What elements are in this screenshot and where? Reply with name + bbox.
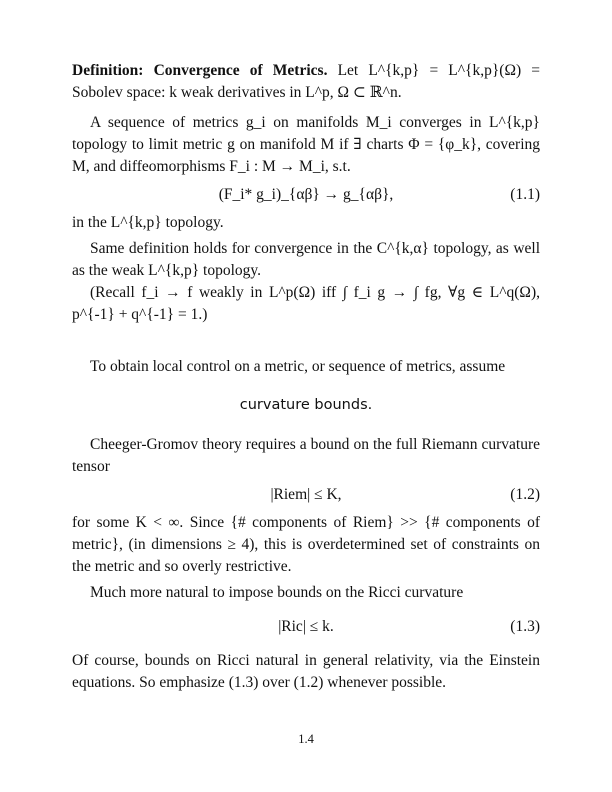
definition-title: Definition: Convergence of Metrics. — [72, 62, 328, 79]
paragraph-cheeger-gromov: Cheeger-Gromov theory requires a bound on the full Riemann curvature tensor — [72, 436, 540, 475]
equation-1-2 — [72, 482, 540, 508]
equation-1-1 — [72, 182, 540, 208]
equation-formula: |Riem| ≤ K, — [270, 486, 342, 503]
equation-formula: (F_i* g_i)_{αβ} → g_{αβ}, — [218, 186, 394, 203]
paragraph-same-definition: Same definition holds for convergence in the C^{k,α} topology, as well as the weak L^{k,p} topology. — [72, 240, 540, 279]
spacer — [72, 326, 540, 356]
paragraph-local-control: To obtain local control on a metric, or sequence of metrics, assume — [90, 358, 506, 375]
equation-number: (1.1) — [510, 186, 540, 203]
paragraph-sequence-of-metrics: A sequence of metrics g_i on manifolds M_i converges in L^{k,p} topology to limit metric g on manifold M if ∃ charts Φ = {φ_k}, covering M, and diffeomorphisms F_i : M → M_i, s.t. — [72, 114, 540, 175]
definition-intro: Let L^{k,p} = L^{k,p}(Ω) = Sobolev space: k weak derivatives in L^p, Ω ⊂ ℝ^n. — [72, 62, 540, 101]
equation-number: (1.3) — [510, 618, 540, 635]
equation-number: (1.2) — [510, 486, 540, 503]
equation-formula: |Ric| ≤ k. — [278, 618, 334, 635]
paragraph-ricci: Much more natural to impose bounds on the Ricci curvature — [90, 584, 464, 601]
paragraph-general-relativity: Of course, bounds on Ricci natural in general relativity, via the Einstein equations. So emphasize (1.3) over (1.2) whenever possible. — [72, 652, 540, 691]
text-column — [72, 60, 540, 694]
paragraph-recall: (Recall f_i → f weakly in L^p(Ω) iff ∫ f_i g → ∫ fg, ∀g ∈ L^q(Ω), p^{-1} + q^{-1} = 1.) — [72, 284, 540, 323]
definition-paragraph — [72, 60, 540, 104]
paragraph-overdetermined: for some K < ∞. Since {# components of Riem} >> {# components of metric}, (in dimensions ≥ 4), this is overdetermined set of constraints on the metric and so overly restrictive. — [72, 514, 540, 575]
page-number: 1.4 — [298, 732, 314, 746]
section-heading: curvature bounds. — [239, 397, 373, 413]
paragraph-topology: in the L^{k,p} topology. — [72, 214, 224, 231]
equation-1-3 — [72, 610, 540, 644]
